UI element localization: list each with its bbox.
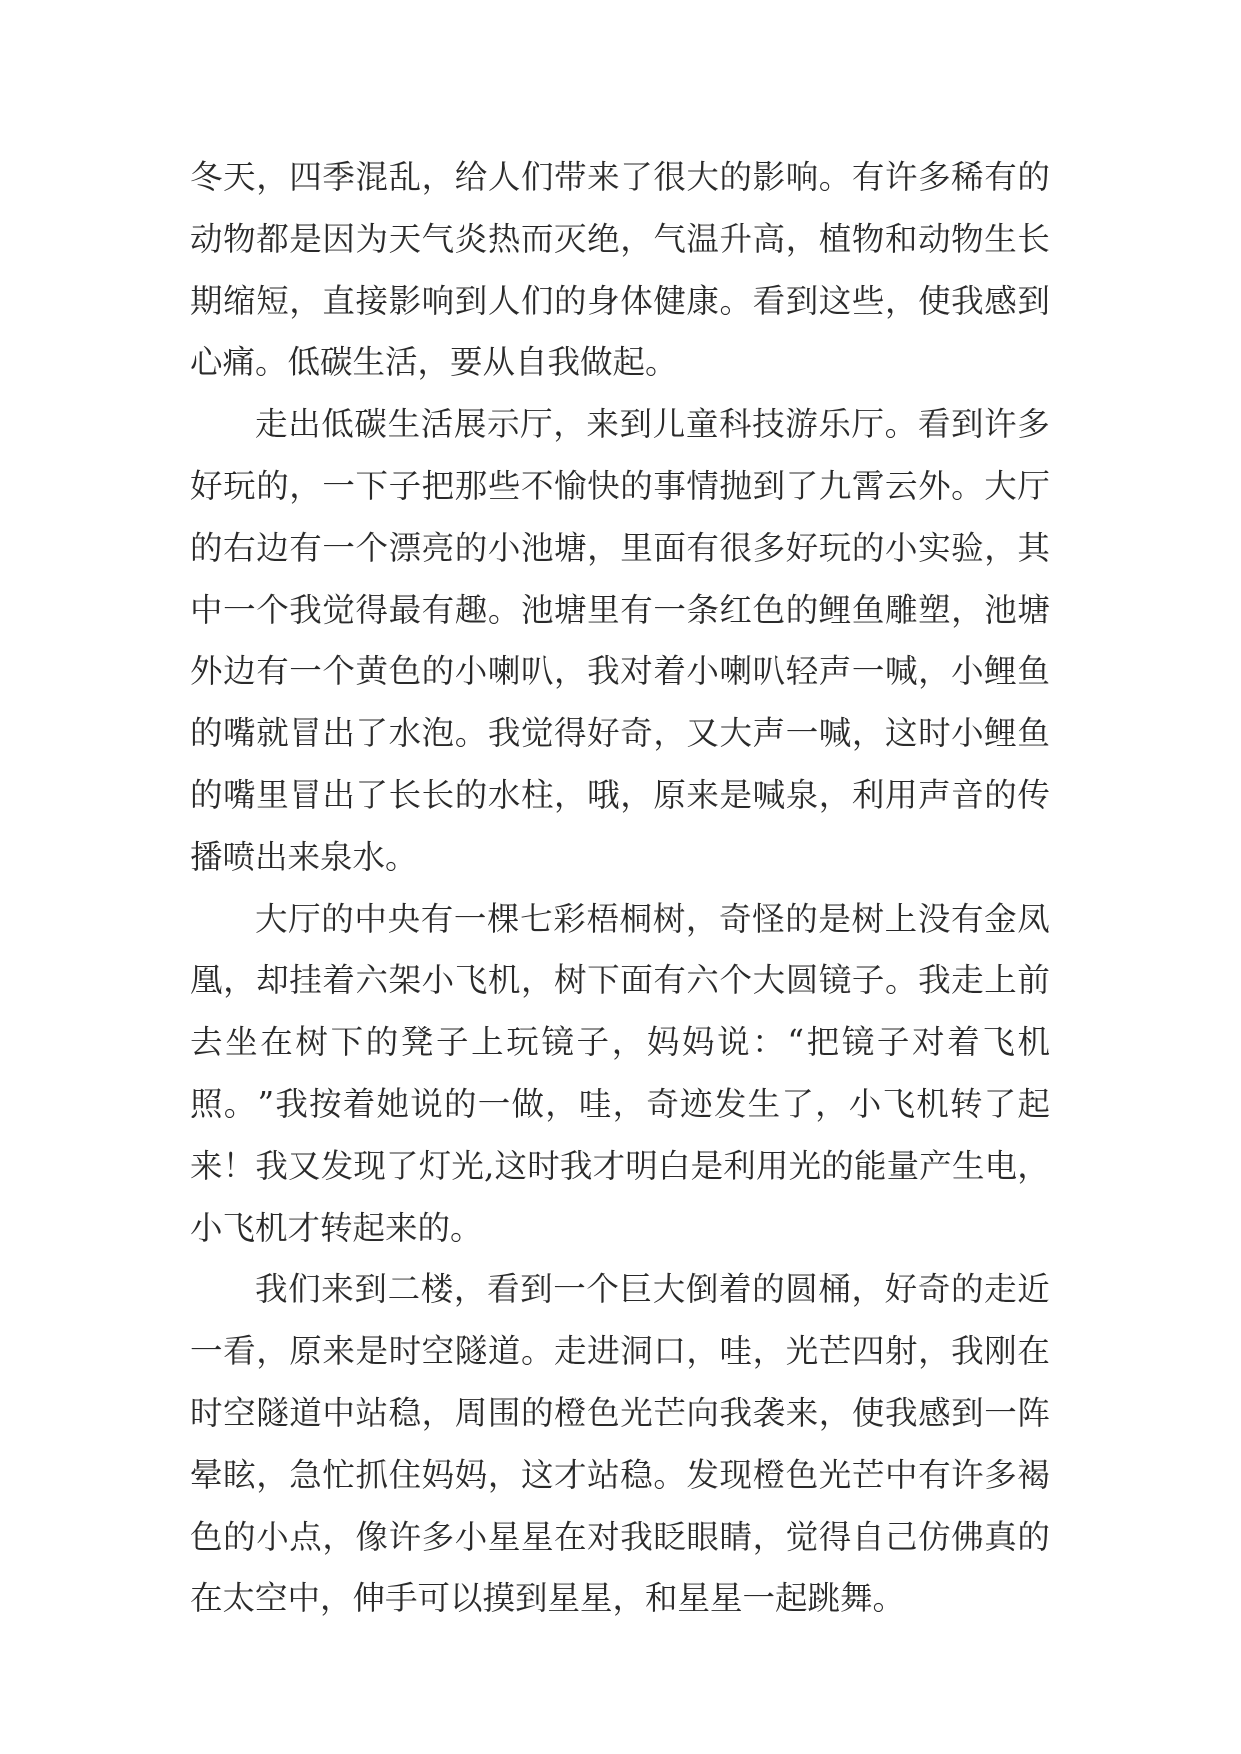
text-line: 大 厅 的 中 央 有 一 棵 七 彩 梧 桐 树 ， 奇 怪 的 是 树 上 没 有 金 凤 [255,899,1050,938]
text-line: 期 缩 短 ， 直 接 影 响 到 人 们 的 身 体 健 康 。 看 到 这 些 ， 使 我 感 到 [190,281,1050,320]
text-line: 心痛。低碳生活，要从自我做起。 [190,343,678,382]
text-line: 一 看 ， 原 来 是 时 空 隧 道 。 走 进 洞 口 ， 哇 ， 光 芒 四 射 ， 我 刚 在 [190,1332,1050,1371]
text-line: 去 坐 在 树 下 的 凳 子 上 玩 镜 子 ， 妈 妈 说 ： “ 把 镜 子 对 着 飞 机 [190,1023,1050,1062]
text-line: 动 物 都 是 因 为 天 气 炎 热 而 灭 绝 ， 气 温 升 高 ， 植 物 和 动 物 生 长 [190,219,1050,258]
paragraph [190,1259,1050,1630]
text-line: 色 的 小 点 ， 像 许 多 小 星 星 在 对 我 眨 眼 睛 ， 觉 得 自 己 仿 佛 真 的 [190,1517,1050,1556]
text-line: 来 ！ 我 又 发 现 了 灯 光 , 这 时 我 才 明 白 是 利 用 光 的 能 量 产 生 电 ， [190,1146,1050,1185]
text-line: 晕 眩 ， 急 忙 抓 住 妈 妈 ， 这 才 站 稳 。 发 现 橙 色 光 芒 中 有 许 多 褐 [190,1455,1050,1494]
text-line: 照 。 ” 我 按 着 她 说 的 一 做 ， 哇 ， 奇 迹 发 生 了 ， 小 飞 机 转 了 起 [190,1084,1050,1123]
paragraph [190,147,1050,394]
text-line: 好 玩 的 ， 一 下 子 把 那 些 不 愉 快 的 事 情 抛 到 了 九 霄 云 外 。 大 厅 [190,466,1050,505]
text-line: 的 嘴 就 冒 出 了 水 泡 。 我 觉 得 好 奇 ， 又 大 声 一 喊 ， 这 时 小 鲤 鱼 [190,714,1050,753]
paragraph [190,889,1050,1260]
text-line: 在太空中，伸手可以摸到星星，和星星一起跳舞。 [190,1579,906,1618]
text-line: 的 右 边 有 一 个 漂 亮 的 小 池 塘 ， 里 面 有 很 多 好 玩 的 小 实 验 ， 其 [190,528,1050,567]
body-text [190,147,1050,1630]
text-line: 冬 天 ， 四 季 混 乱 ， 给 人 们 带 来 了 很 大 的 影 响 。 有 许 多 稀 有 的 [190,158,1050,196]
text-line: 中 一 个 我 觉 得 最 有 趣 。 池 塘 里 有 一 条 红 色 的 鲤 鱼 雕 塑 ， 池 塘 [190,590,1050,629]
text-line: 播喷出来泉水。 [190,837,418,876]
text-line: 的 嘴 里 冒 出 了 长 长 的 水 柱 ， 哦 ， 原 来 是 喊 泉 ， 利 用 声 音 的 传 [190,775,1050,814]
text-line: 时 空 隧 道 中 站 稳 ， 周 围 的 橙 色 光 芒 向 我 袭 来 ， 使 我 感 到 一 阵 [190,1393,1050,1432]
text-line: 走 出 低 碳 生 活 展 示 厅 ， 来 到 儿 童 科 技 游 乐 厅 。 看 到 许 多 [255,405,1050,444]
text-line: 小飞机才转起来的。 [190,1208,483,1247]
text-line: 凰 ， 却 挂 着 六 架 小 飞 机 ， 树 下 面 有 六 个 大 圆 镜 子 。 我 走 上 前 [190,961,1050,1000]
paragraph [190,394,1050,888]
text-line: 我 们 来 到 二 楼 ， 看 到 一 个 巨 大 倒 着 的 圆 桶 ， 好 奇 的 走 近 [255,1270,1050,1309]
text-line: 外 边 有 一 个 黄 色 的 小 喇 叭 ， 我 对 着 小 喇 叭 轻 声 一 喊 ， 小 鲤 鱼 [190,652,1050,691]
